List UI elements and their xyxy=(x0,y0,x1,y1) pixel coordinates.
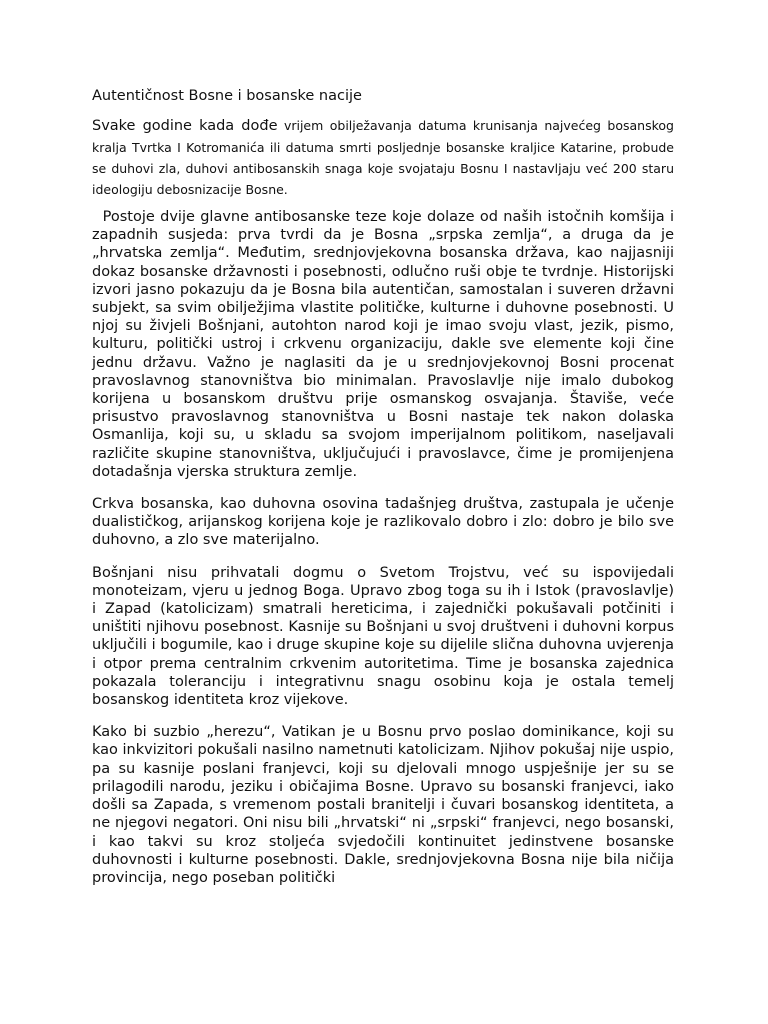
document-page xyxy=(92,86,674,901)
document-title: Autentičnost Bosne i bosanske nacije xyxy=(92,88,362,104)
body-paragraph-1: Postoje dvije glavne antibosanske teze koje dolaze od naših istočnih komšija i zapadnih susjeda: prva tvrdi da je Bosna „srpska zemlja“, a druga da je „hrvatska zemlja“. Međutim, srednjovjekovna bosanska država, kao najjasniji dokaz bosanske državnosti i posebnosti, odlučno ruši obje te tvrdnje. Historijski izvori jasno pokazuju da je Bosna bila autentičan, samostalan i suveren državni subjekt, sa svim obilježjima vlastite političke, kulturne i duhovne posebnosti. U njoj su živjeli Bošnjani, autohton narod koji je imao svoju vlast, jezik, pismo, kulturu, politički ustroj i crkvenu organizaciju, dakle sve elemente koji čine jednu državu. Važno je naglasiti da je u srednjovjekovnoj Bosni procenat pravoslavnog stanovništva bio minimalan. Pravoslavlje nije imalo dubokog korijena u bosanskom društvu prije osmanskog osvajanja. Štaviše, veće prisustvo pravoslavnog stanovništva u Bosni nastaje tek nakon dolaska Osmanlija, koji su, u skladu sa svojom imperijalnom politikom, naseljavali različite skupine stanovništva, uključujući i pravoslavce, čime je promijenjena dotadašnja vjerska struktura zemlje. xyxy=(92,209,674,480)
intro-rest: vrijem obilježavanja datuma krunisanja najvećeg bosanskog kralja Tvrtka I Kotromanića ili datuma smrti posljednje bosanske kraljice Katarine, probude se duhovi zla, duhovi antibosanskih snaga koje svojataju Bosnu I nastavljaju već 200 staru ideologiju debosnizacije Bosne. xyxy=(92,118,674,197)
body-paragraph-4: Kako bi suzbio „herezu“, Vatikan je u Bosnu prvo poslao dominikance, koji su kao inkvizitori pokušali nasilno nametnuti katolicizam. Njihov pokušaj nije uspio, pa su kasnije poslani franjevci, koji su djelovali mnogo uspješnije jer su se prilagodili narodu, jeziku i običajima Bosne. Upravo su bosanski franjevci, iako došli sa Zapada, s vremenom postali branitelji i čuvari bosanskog identiteta, a ne njegovi negatori. Oni nisu bili „hrvatski“ ni „srpski“ franjevci, nego bosanski, i kao takvi su kroz stoljeća svjedočili kontinuitet jedinstvene bosanske duhovnosti i kulturne posebnosti. Dakle, srednjovjekovna Bosna nije bila ničija provincija, nego poseban politički xyxy=(92,724,674,886)
intro-paragraph xyxy=(92,115,674,200)
intro-lead: Svake godine kada dođe xyxy=(92,118,278,134)
body-paragraph-3: Bošnjani nisu prihvatali dogmu o Svetom Trojstvu, već su ispovijedali monoteizam, vjeru u jednog Boga. Upravo zbog toga su ih i Istok (pravoslavlje) i Zapad (katolicizam) smatrali hereticima, i zajednički pokušavali potčiniti i uništiti njihovu posebnost. Kasnije su Bošnjani u svoj društveni i duhovni korpus uključili i bogumile, kao i druge skupine koje su dijelile slična duhovna uvjerenja i otpor prema centralnim crkvenim autoritetima. Time je bosanska zajednica pokazala toleranciju i integrativnu snagu osobinu koja je ostala temelj bosanskog identiteta kroz vijekove. xyxy=(92,564,674,709)
body-paragraph-2: Crkva bosanska, kao duhovna osovina tadašnjeg društva, zastupala je učenje dualističkog, arijanskog korijena koje je razlikovalo dobro i zlo: dobro je bilo sve duhovno, a zlo sve materijalno. xyxy=(92,496,674,549)
